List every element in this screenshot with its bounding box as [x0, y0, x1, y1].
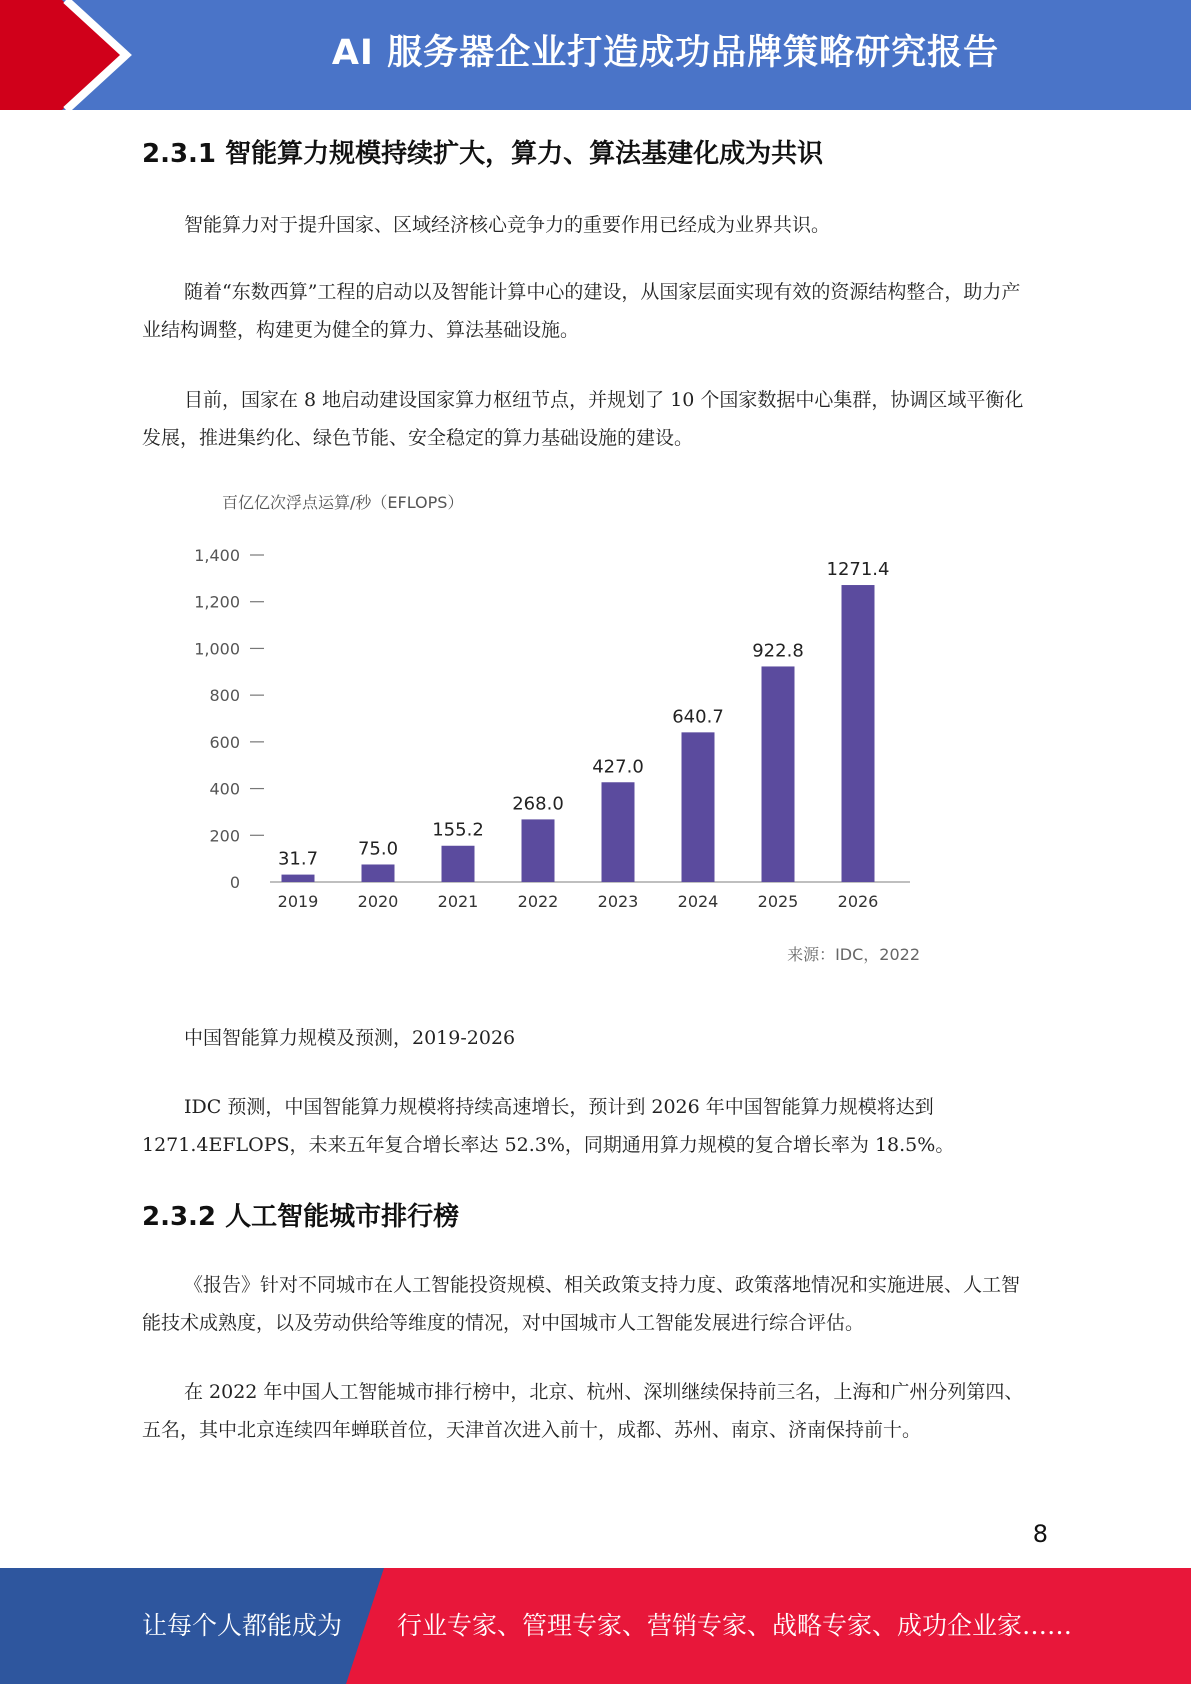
value-label-2021: 155.2: [432, 819, 484, 841]
chart-source: 来源：IDC，2022: [787, 945, 920, 964]
paragraph-5: 《报告》针对不同城市在人工智能投资规模、相关政策支持力度、政策落地情况和实施进展、人工智能技术成熟度，以及劳动供给等维度的情况，对中国城市人工智能发展进行综合评估。: [142, 1274, 1021, 1334]
bar-2020: [362, 864, 395, 882]
value-label-2020: 75.0: [357, 838, 399, 860]
value-label-2024: 640.7: [672, 706, 724, 728]
value-label-2023: 427.0: [592, 756, 644, 778]
paragraph-4: IDC 预测，中国智能算力规模将持续高速增长，预计到 2026 年中国智能算力规模将达到 1271.4EFLOPS，未来五年复合增长率达 52.3%，同期通用算力规模的复合增长率为 18.5%。: [142, 1096, 955, 1156]
y-tick-label: 400: [209, 779, 240, 799]
header-title: AI 服务器企业打造成功品牌策略研究报告: [331, 33, 1000, 73]
paragraph-3: 目前，国家在 8 地启动建设国家算力枢纽节点，并规划了 10 个国家数据中心集群，协调区域平衡化发展，推进集约化、绿色节能、安全稳定的算力基础设施的建设。: [142, 389, 1024, 449]
bar-2022: [522, 819, 555, 882]
x-tick-label-2026: 2026: [837, 892, 879, 911]
chart-svg: [194, 490, 940, 970]
bar-2019: [282, 875, 315, 882]
bar-2024: [682, 732, 715, 882]
footer-slogan-right: 行业专家、管理专家、营销专家、战略专家、成功企业家……: [397, 1611, 1073, 1640]
paragraph-1: 智能算力对于提升国家、区域经济核心竞争力的重要作用已经成为业界共识。: [184, 214, 831, 236]
value-label-2026: 1271.4: [826, 559, 890, 581]
chart-ylabel: 百亿亿次浮点运算/秒（EFLOPS）: [222, 493, 464, 512]
y-tick-label: 1,000: [194, 639, 240, 659]
value-label-2022: 268.0: [512, 793, 564, 815]
bar-2025: [762, 666, 795, 882]
bar-2021: [442, 846, 475, 882]
y-tick-label: 1,200: [194, 592, 240, 612]
x-tick-label-2024: 2024: [677, 892, 719, 911]
x-tick-label-2022: 2022: [517, 892, 559, 911]
y-tick-label: 1,400: [194, 546, 240, 565]
x-tick-label-2023: 2023: [597, 892, 639, 911]
x-tick-label-2021: 2021: [437, 892, 479, 911]
section-heading-2-3-2: 2.3.2 人工智能城市排行榜: [142, 1202, 460, 1232]
section-heading-2-3-1: 2.3.1 智能算力规模持续扩大，算力、算法基建化成为共识: [142, 139, 824, 169]
page-number: 8: [1032, 1520, 1048, 1548]
y-tick-label: 800: [209, 686, 240, 706]
bar-chart: [194, 490, 940, 970]
value-label-2025: 922.8: [752, 640, 804, 662]
bar-2023: [602, 782, 635, 882]
x-tick-label-2025: 2025: [757, 892, 799, 911]
footer-slogan-left: 让每个人都能成为: [142, 1611, 343, 1640]
paragraph-6: 在 2022 年中国人工智能城市排行榜中，北京、杭州、深圳继续保持前三名，上海和广州分列第四、五名，其中北京连续四年蝉联首位，天津首次进入前十，成都、苏州、南京、济南保持前十。: [142, 1381, 1024, 1441]
page-header: [0, 0, 1191, 110]
page-footer: [0, 1568, 1191, 1684]
y-tick-label: 200: [209, 826, 240, 846]
paragraph-2: 随着“东数西算”工程的启动以及智能计算中心的建设，从国家层面实现有效的资源结构整合，助力产业结构调整，构建更为健全的算力、算法基础设施。: [142, 281, 1021, 341]
x-tick-label-2019: 2019: [277, 892, 319, 911]
bar-2026: [842, 585, 875, 882]
chart-caption: 中国智能算力规模及预测，2019-2026: [184, 1027, 516, 1049]
y-tick-label: 0: [229, 873, 240, 892]
y-tick-label: 600: [209, 732, 240, 752]
x-tick-label-2020: 2020: [357, 892, 399, 911]
value-label-2019: 31.7: [277, 848, 319, 870]
